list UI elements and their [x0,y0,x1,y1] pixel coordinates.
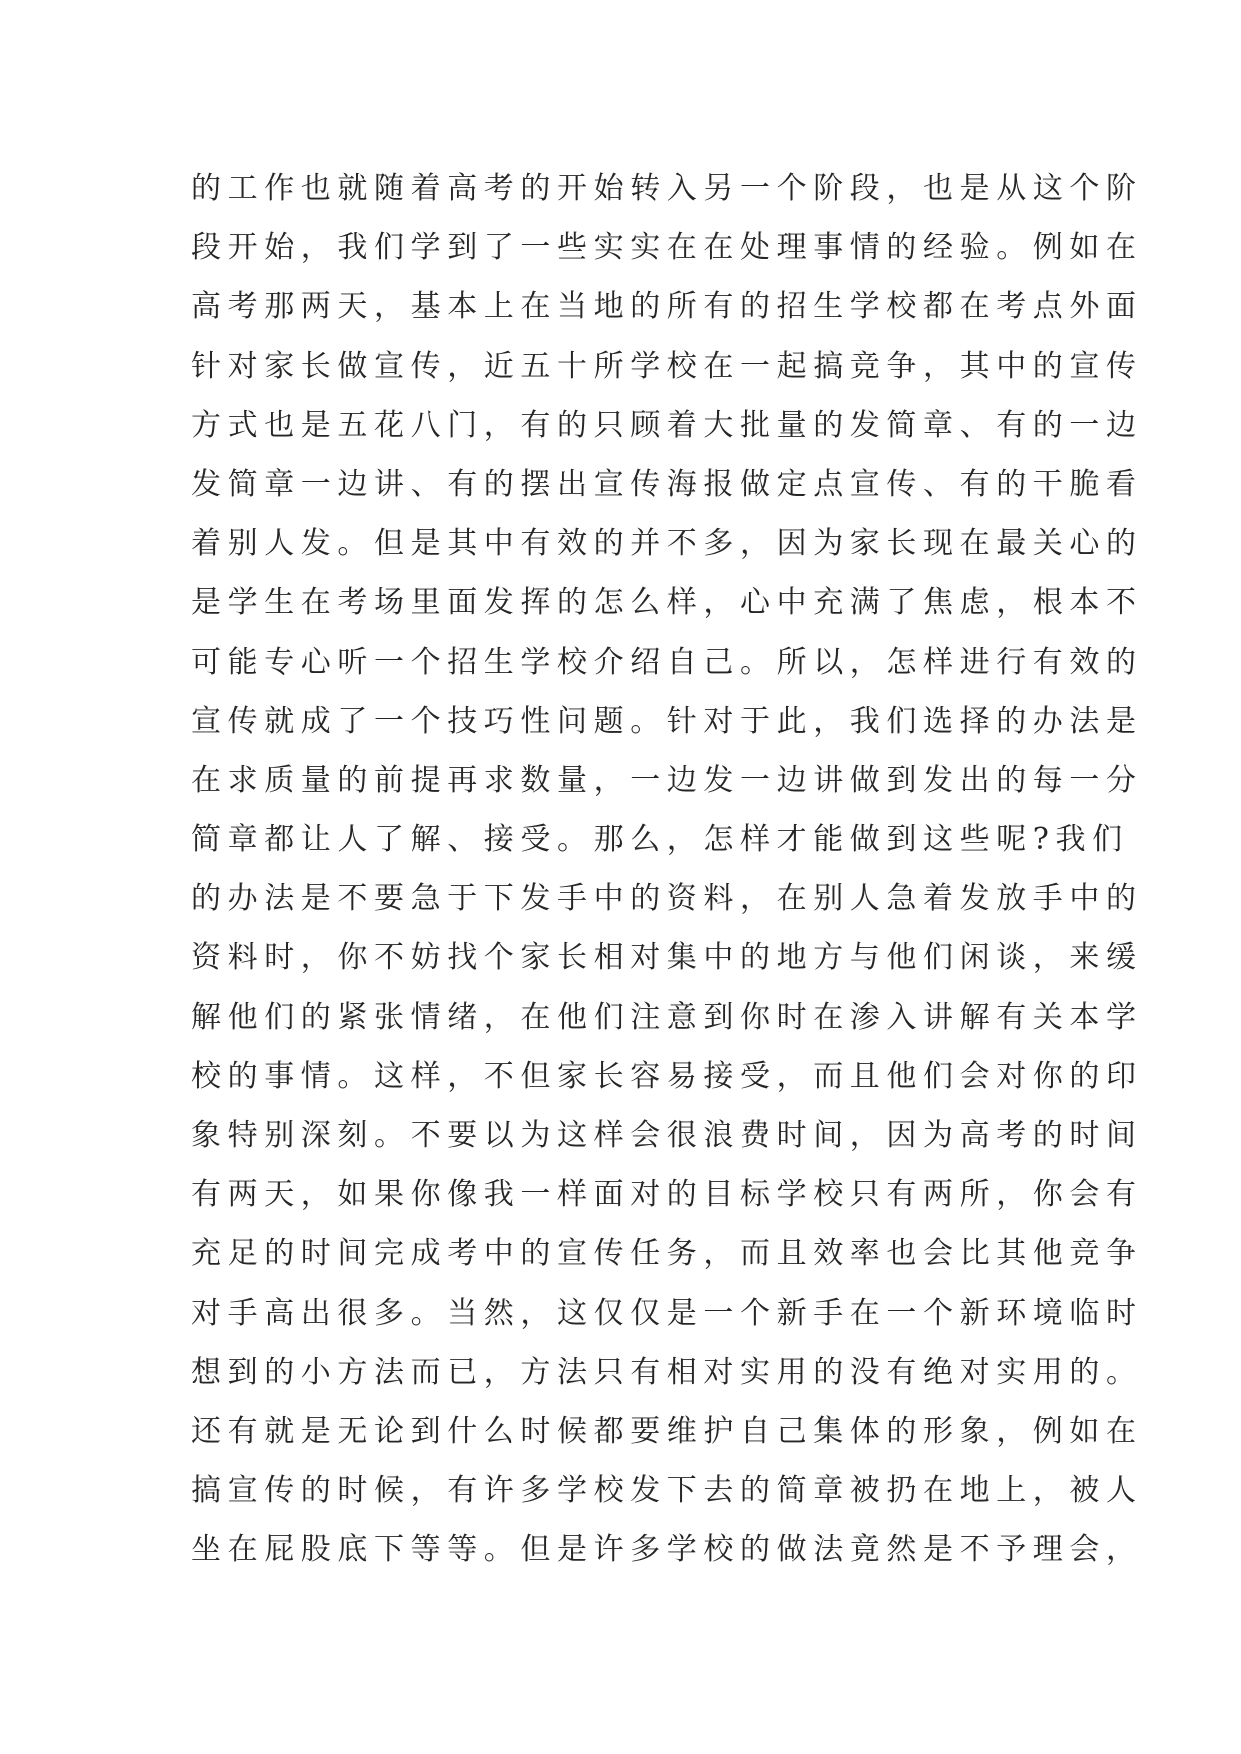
text-line: 充足的时间完成考中的宣传任务，而且效率也会比其他竞争 [191,1236,1143,1272]
text-line: 坐在屁股底下等等。但是许多学校的做法竟然是不予理会， [191,1532,1143,1568]
text-line: 校的事情。这样，不但家长容易接受，而且他们会对你的印 [191,1058,1143,1094]
body-text [191,159,1143,1580]
text-line: 在求质量的前提再求数量，一边发一边讲做到发出的每一分 [191,762,1143,798]
text-line: 可能专心听一个招生学校介绍自己。所以，怎样进行有效的 [191,644,1143,680]
text-line: 简章都让人了解、接受。那么，怎样才能做到这些呢?我们 [191,822,1129,858]
text-line: 还有就是无论到什么时候都要维护自己集体的形象，例如在 [191,1413,1143,1449]
text-line: 发简章一边讲、有的摆出宣传海报做定点宣传、有的干脆看 [191,466,1143,502]
text-line: 想到的小方法而已，方法只有相对实用的没有绝对实用的。 [191,1354,1143,1390]
text-line: 对手高出很多。当然，这仅仅是一个新手在一个新环境临时 [191,1295,1143,1331]
text-line: 是学生在考场里面发挥的怎么样，心中充满了焦虑，根本不 [191,585,1143,621]
text-line: 有两天，如果你像我一样面对的目标学校只有两所，你会有 [191,1177,1143,1213]
text-line: 的办法是不要急于下发手中的资料，在别人急着发放手中的 [191,881,1143,917]
text-line: 解他们的紧张情绪，在他们注意到你时在渗入讲解有关本学 [191,999,1143,1035]
text-line: 针对家长做宣传，近五十所学校在一起搞竞争，其中的宣传 [191,348,1143,384]
text-line: 宣传就成了一个技巧性问题。针对于此，我们选择的办法是 [191,703,1143,739]
text-line: 段开始，我们学到了一些实实在在处理事情的经验。例如在 [191,230,1143,266]
text-line: 搞宣传的时候，有许多学校发下去的简章被扔在地上，被人 [191,1473,1143,1509]
text-line: 高考那两天，基本上在当地的所有的招生学校都在考点外面 [191,289,1143,325]
text-line: 着别人发。但是其中有效的并不多，因为家长现在最关心的 [191,526,1143,562]
text-line: 象特别深刻。不要以为这样会很浪费时间，因为高考的时间 [191,1118,1143,1153]
text-line: 资料时，你不妨找个家长相对集中的地方与他们闲谈，来缓 [191,940,1143,976]
text-line: 方式也是五花八门，有的只顾着大批量的发简章、有的一边 [191,407,1143,443]
text-line: 的工作也就随着高考的开始转入另一个阶段，也是从这个阶 [191,171,1143,206]
